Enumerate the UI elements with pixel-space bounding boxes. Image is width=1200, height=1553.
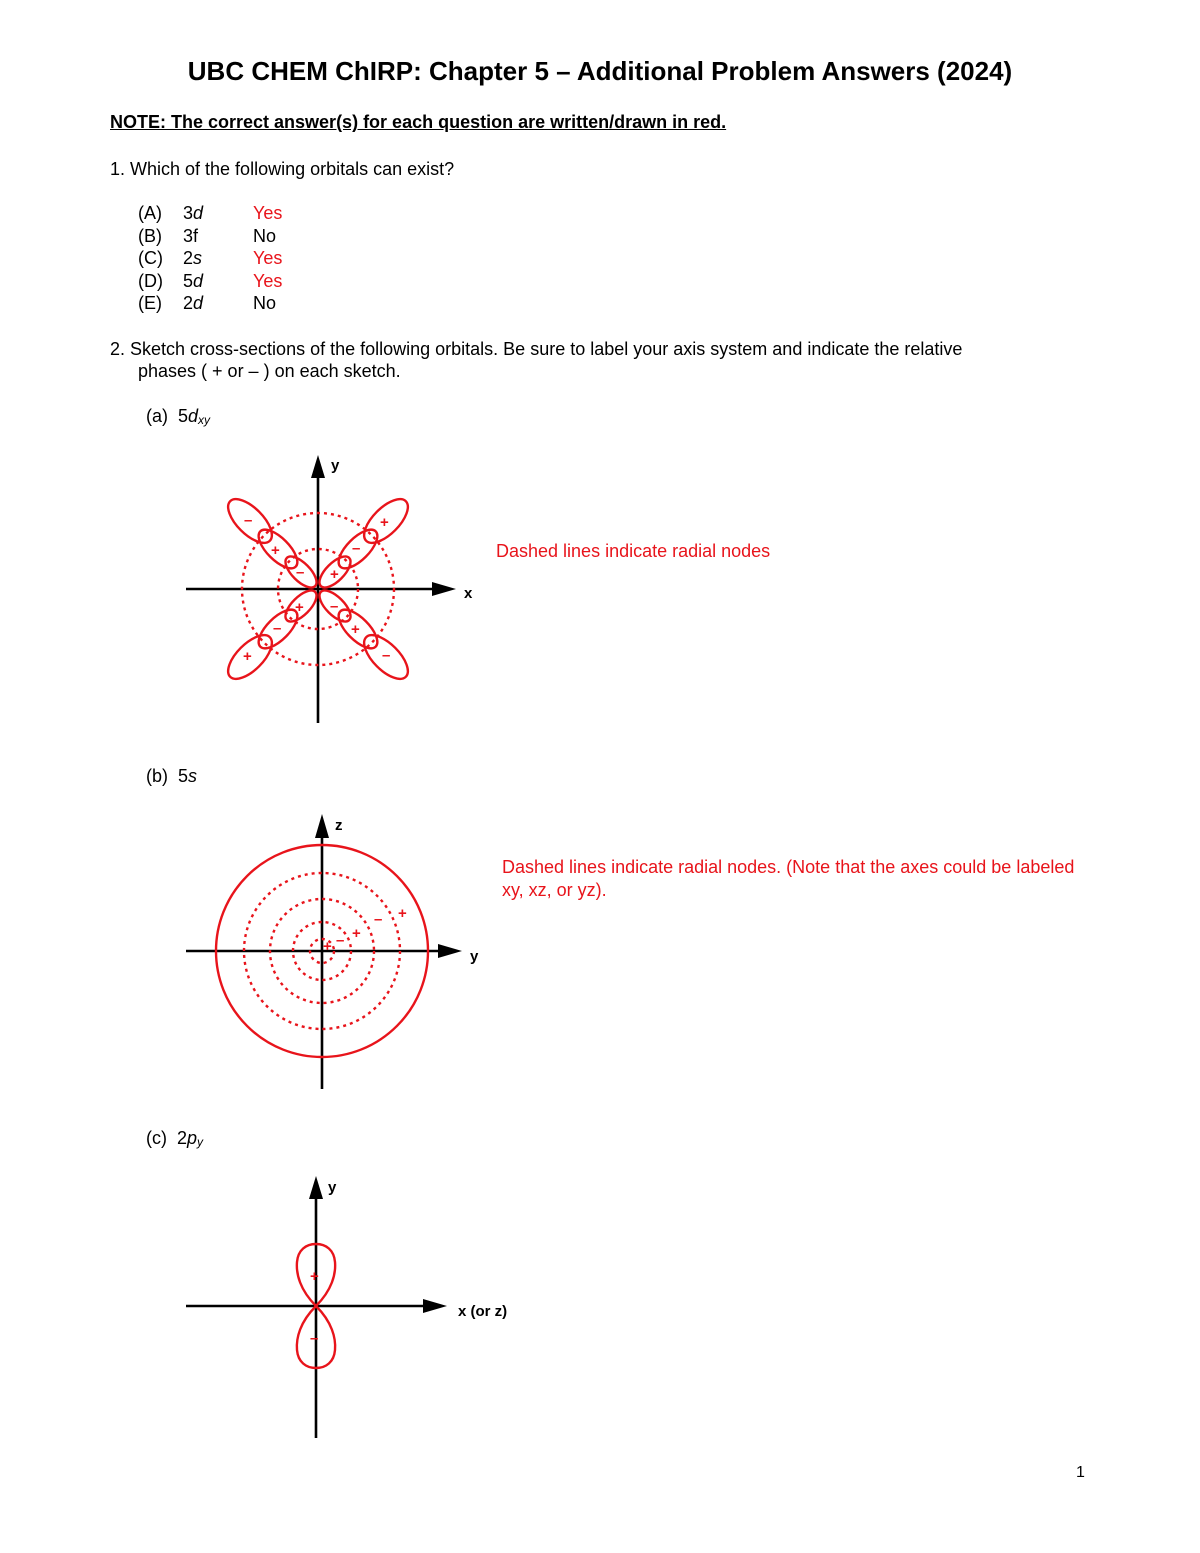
option-answer: Yes xyxy=(253,248,283,269)
diagram-5dxy xyxy=(186,455,473,723)
phase-sign: – xyxy=(382,647,391,664)
orbital-l: p xyxy=(187,1128,198,1148)
orbital-n: 5 xyxy=(183,270,194,291)
orbital-n: 2 xyxy=(177,1128,188,1148)
phase-sign: + xyxy=(271,542,280,559)
phase-sign: + xyxy=(295,599,304,616)
phase-sign: + xyxy=(351,621,360,638)
question-2-line-1: 2. Sketch cross-sections of the following orbitals. Be sure to label your axis system and indicate the relative xyxy=(110,339,963,359)
phase-sign: – xyxy=(374,911,383,928)
phase-sign: – xyxy=(296,564,305,581)
y-axis-label: y xyxy=(331,457,340,474)
orbital-n: 3 xyxy=(183,225,194,246)
orbital-n: 5 xyxy=(178,406,189,426)
phase-sign: + xyxy=(330,566,339,583)
option-answer: No xyxy=(253,293,277,314)
phase-sign: – xyxy=(273,620,282,637)
part-letter: (b) xyxy=(146,766,168,786)
orbital-l: d xyxy=(193,270,204,291)
option-answer: Yes xyxy=(253,203,283,223)
part-a-remark: Dashed lines indicate radial nodes xyxy=(496,541,771,561)
phase-sign: – xyxy=(336,932,345,949)
orbital-n: 5 xyxy=(178,766,189,786)
orbital-subscript: y xyxy=(197,1135,204,1149)
phase-sign: – xyxy=(310,1330,319,1347)
x-axis-label: x (or z) xyxy=(458,1303,508,1320)
option-answer: Yes xyxy=(253,270,283,291)
option-letter: (B) xyxy=(138,225,162,246)
option-letter: (E) xyxy=(138,293,162,314)
z-axis-arrow xyxy=(315,814,329,838)
z-axis-label: z xyxy=(335,817,343,834)
y-axis-label: y xyxy=(328,1179,337,1196)
x-axis-arrow xyxy=(432,582,456,596)
phase-sign: – xyxy=(352,540,361,557)
diagram-5s xyxy=(186,814,479,1089)
phase-sign: + xyxy=(310,1268,319,1285)
part-b-remark: Dashed lines indicate radial nodes. (Note that the axes could be labeled xy, xz, or yz). xyxy=(502,857,1075,900)
phase-sign: + xyxy=(352,925,361,942)
option-letter: (C) xyxy=(138,248,163,269)
orbital-l: s xyxy=(188,766,198,786)
phase-sign: – xyxy=(244,512,253,529)
option-letter: (D) xyxy=(138,270,163,291)
part-letter: (a) xyxy=(146,406,168,426)
orbital-l: f xyxy=(193,225,199,246)
x-axis-label: x xyxy=(464,585,473,602)
orbital-l: s xyxy=(193,248,203,269)
page-number: 1 xyxy=(1076,1464,1085,1481)
orbital-l: d xyxy=(188,406,199,426)
diagram-2py xyxy=(186,1176,507,1438)
note: NOTE: The correct answer(s) for each question are written/drawn in red. xyxy=(110,112,727,132)
orbital-n: 2 xyxy=(183,293,194,314)
orbital-subscript: xy xyxy=(198,413,211,427)
orbital-l: d xyxy=(193,203,204,223)
phase-sign: – xyxy=(330,598,339,615)
phase-sign: + xyxy=(323,938,332,955)
orbital-l: d xyxy=(193,293,204,314)
question-2-line-2: phases ( + or – ) on each sketch. xyxy=(138,361,401,381)
y-axis-arrow xyxy=(311,455,325,478)
orbital-n: 2 xyxy=(183,248,194,269)
x-axis-arrow xyxy=(423,1299,447,1313)
phase-sign: + xyxy=(243,648,252,665)
page-title: UBC CHEM ChIRP: Chapter 5 – Additional Problem Answers (2024) xyxy=(187,56,1013,86)
option-letter: (A) xyxy=(138,203,162,223)
part-letter: (c) xyxy=(146,1128,167,1148)
y-axis-arrow xyxy=(309,1176,323,1199)
orbital-n: 3 xyxy=(183,203,194,223)
question-1: 1. Which of the following orbitals can exist? xyxy=(110,159,455,179)
y-axis-arrow xyxy=(438,944,462,958)
phase-sign: + xyxy=(380,514,389,531)
phase-sign: + xyxy=(398,905,407,922)
option-answer: No xyxy=(253,225,277,246)
y-axis-label: y xyxy=(470,948,479,965)
